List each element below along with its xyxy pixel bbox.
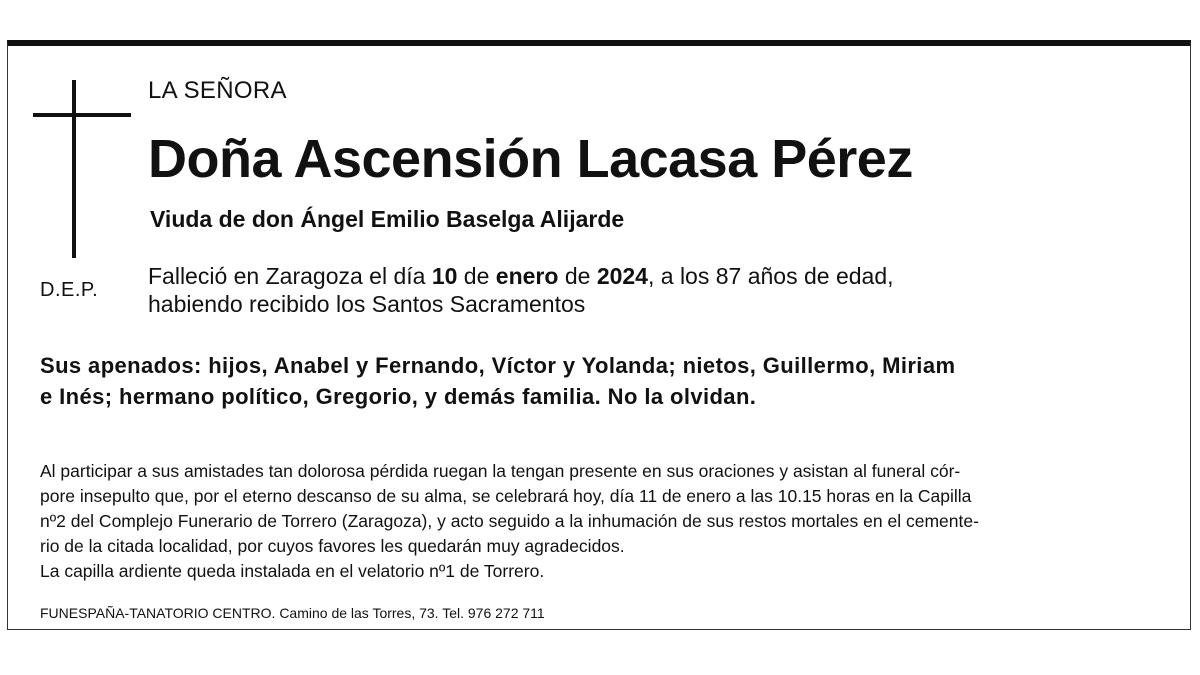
chapel-line: La capilla ardiente queda instalada en el velatorio nº1 de Torrero. [40,561,545,581]
death-line-2: habiendo recibido los Santos Sacramentos [148,291,586,317]
cross-horizontal-bar [33,113,131,117]
dep-label: D.E.P. [40,279,99,301]
cross-icon [0,0,120,260]
death-year: 2024 [596,263,648,289]
mourners-line: e Inés; hermano político, Gregorio, y demás familia. No la olvidan. [40,384,757,409]
death-month: enero [495,263,559,289]
funeral-paragraph [40,459,1165,584]
mourners-line: Sus apenados: hijos, Anabel y Fernando, Víctor y Yolanda; nietos, Guillermo, Miriam [40,353,956,378]
deceased-name: Doña Ascensión Lacasa Pérez [148,129,913,189]
funeral-home-footer: FUNESPAÑA-TANATORIO CENTRO. Camino de las Torres, 73. Tel. 976 272 711 [40,605,545,621]
funeral-line: Al participar a sus amistades tan dolorosa pérdida ruegan la tengan presente en sus oraciones y asistan al funeral cór- [40,461,961,481]
widow-line: Viuda de don Ángel Emilio Baselga Alijarde [150,206,625,232]
death-line-1 [148,262,894,290]
pre-title: LA SEÑORA [148,77,287,104]
death-text: Falleció en Zaragoza el día [148,263,432,289]
funeral-line: rio de la citada localidad, por cuyos favores les quedarán muy agradecidos. [40,536,625,556]
death-day: 10 [431,263,458,289]
cross-vertical-bar [72,80,76,258]
death-text: de [558,263,597,289]
death-text: , a los 87 años de edad, [647,263,894,289]
mourners-paragraph [40,350,1160,412]
death-text: de [457,263,496,289]
funeral-line: nº2 del Complejo Funerario de Torrero (Zaragoza), y acto seguido a la inhumación de sus restos mortales en el cemente- [40,511,979,531]
death-notice [148,262,894,318]
funeral-line: pore insepulto que, por el eterno descanso de su alma, se celebrará hoy, día 11 de enero a las 10.15 horas en la Capilla [40,486,972,506]
